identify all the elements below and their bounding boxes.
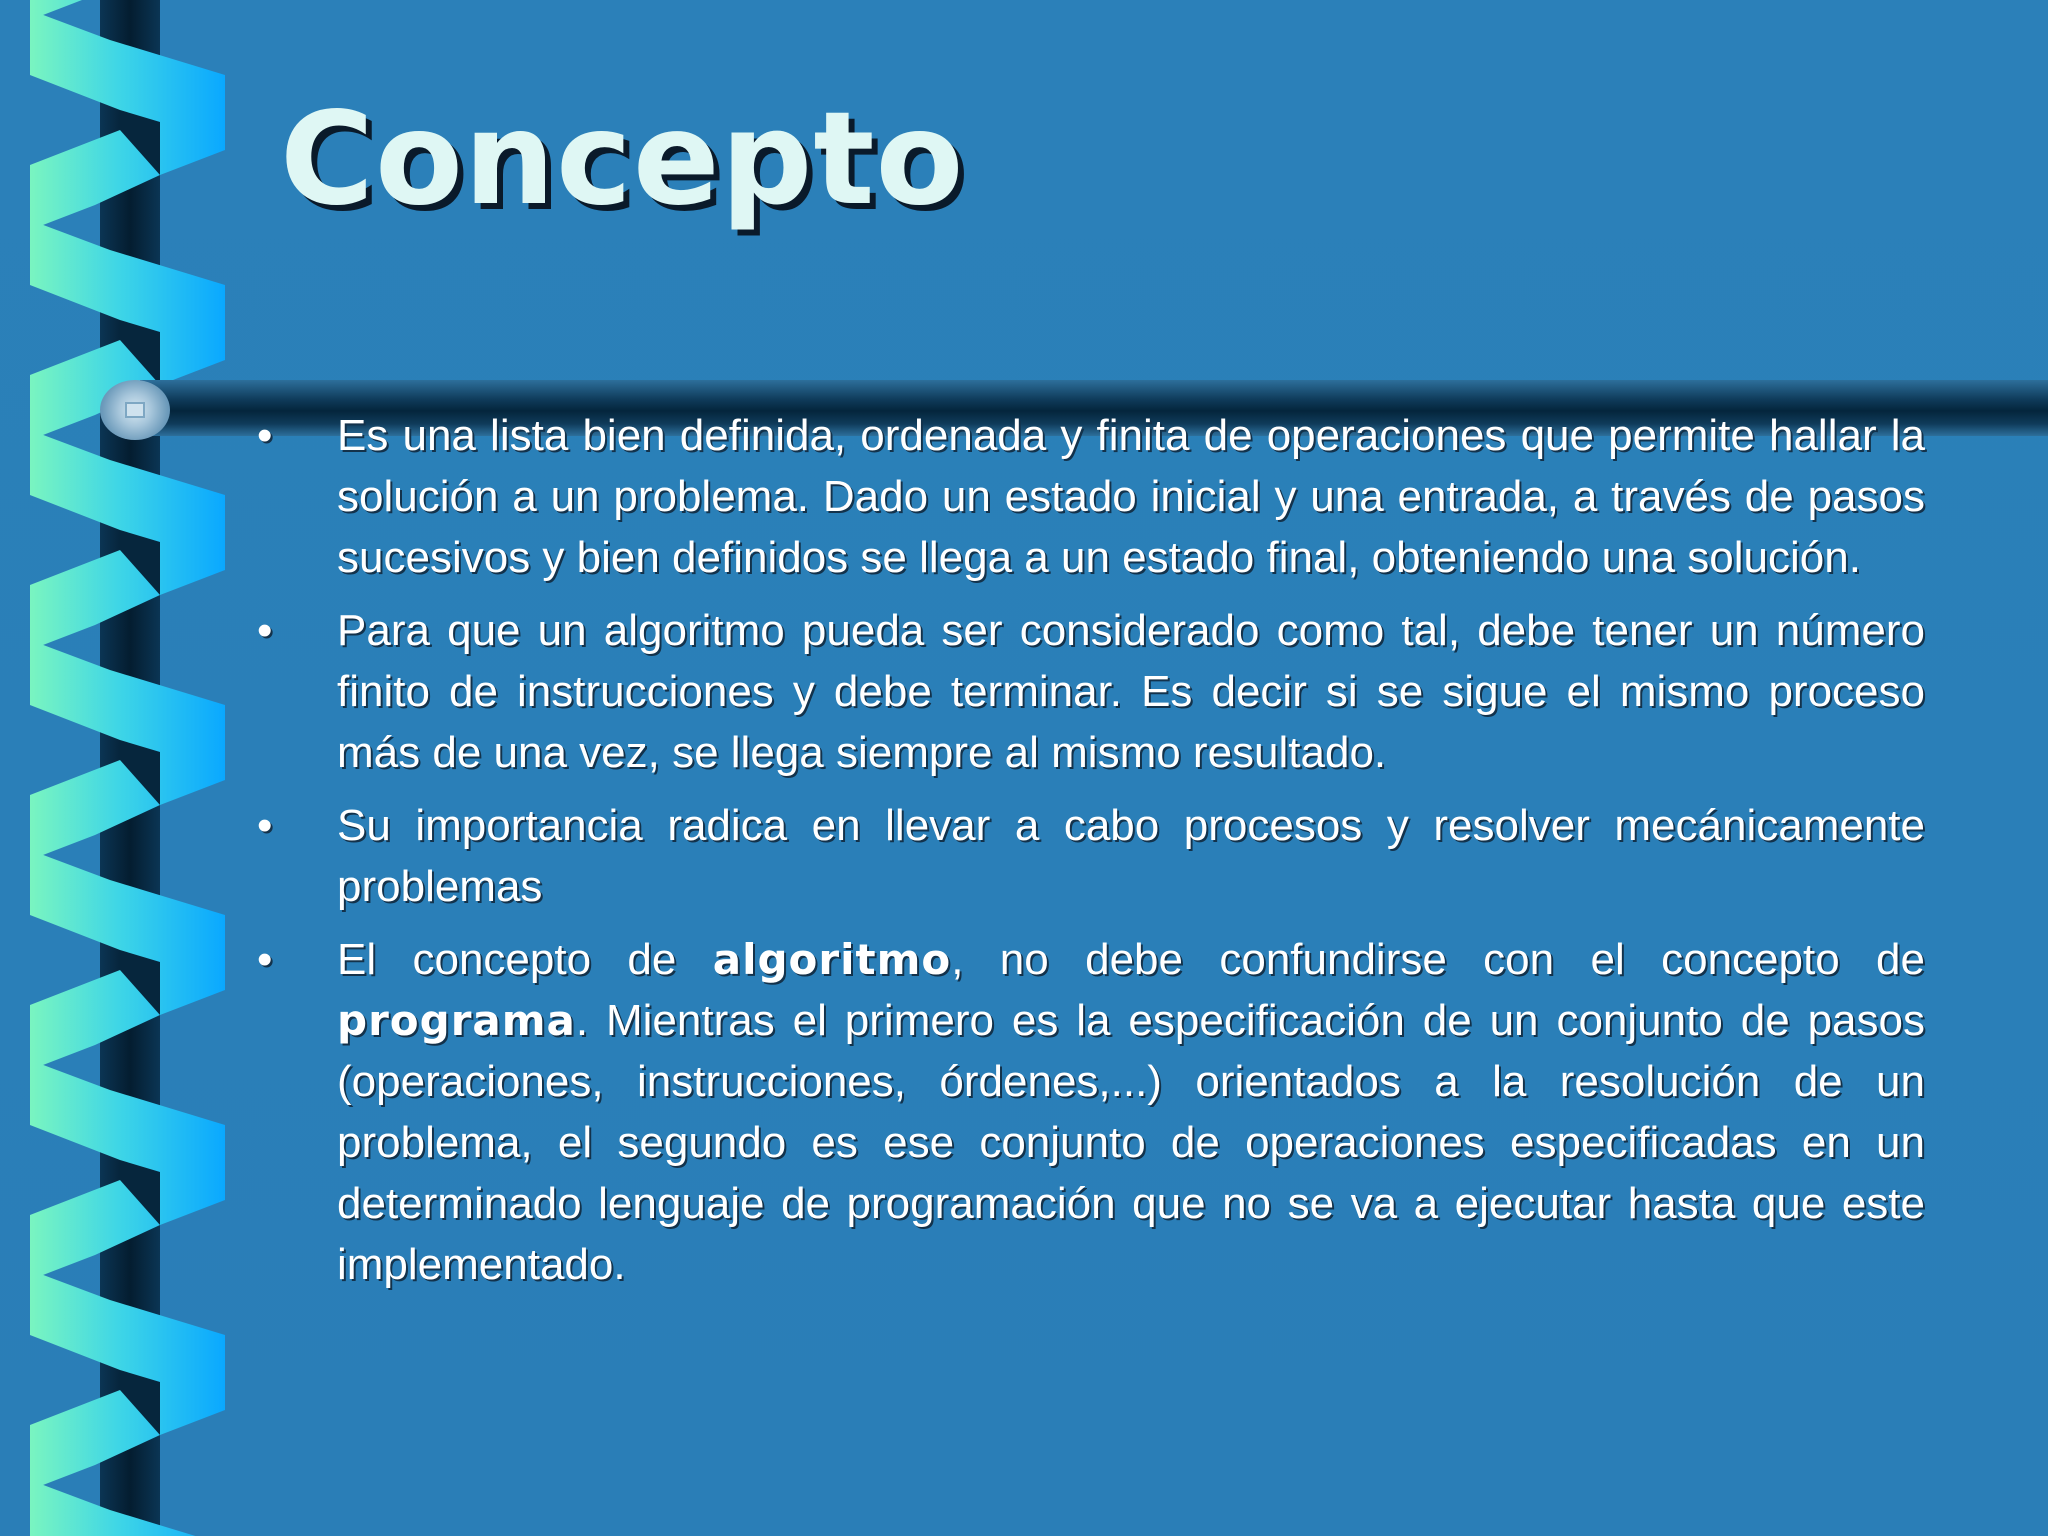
- bullet-text-part: El concepto de: [337, 935, 713, 984]
- bullet-item: [255, 600, 1925, 783]
- bullet-item: [255, 795, 1925, 917]
- bullet-icon: •: [257, 606, 273, 655]
- keyword-programa: programa: [337, 996, 576, 1045]
- bullet-icon: •: [257, 411, 273, 460]
- bullet-icon: •: [257, 801, 273, 850]
- bullet-text-part: , no debe confundirse con el concepto de: [951, 935, 1925, 984]
- bullet-text: Su importancia radica en llevar a cabo procesos y resolver mecánicamente problemas: [337, 801, 1925, 911]
- bullet-text-part: . Mientras el primero es la especificación de un conjunto de pasos (operaciones, instrucciones, órdenes,...) orientados a la resolución de un problema, el segundo es ese conjunto de operaciones especificadas en un determinado lenguaje de programación que no se va a ejecutar hasta que este implementado.: [337, 996, 1925, 1289]
- bullet-icon: •: [257, 935, 273, 984]
- bullet-list: [255, 405, 1925, 1307]
- divider-knob-core: [125, 402, 145, 418]
- bullet-item: [255, 929, 1925, 1295]
- bullet-text: [337, 929, 1925, 1295]
- bullet-text: Es una lista bien definida, ordenada y finita de operaciones que permite hallar la solución a un problema. Dado un estado inicial y una entrada, a través de pasos sucesivos y bien definidos se llega a un estado final, obteniendo una solución.: [337, 411, 1925, 582]
- zigzag-ribbon-decoration: [0, 0, 240, 1536]
- bullet-item: [255, 405, 1925, 588]
- bullet-text: Para que un algoritmo pueda ser considerado como tal, debe tener un número finito de instrucciones y debe terminar. Es decir si se sigue el mismo proceso más de una vez, se llega siempre al mismo resultado.: [337, 606, 1925, 777]
- keyword-algoritmo: algoritmo: [712, 935, 952, 984]
- slide-title: Concepto: [280, 85, 965, 234]
